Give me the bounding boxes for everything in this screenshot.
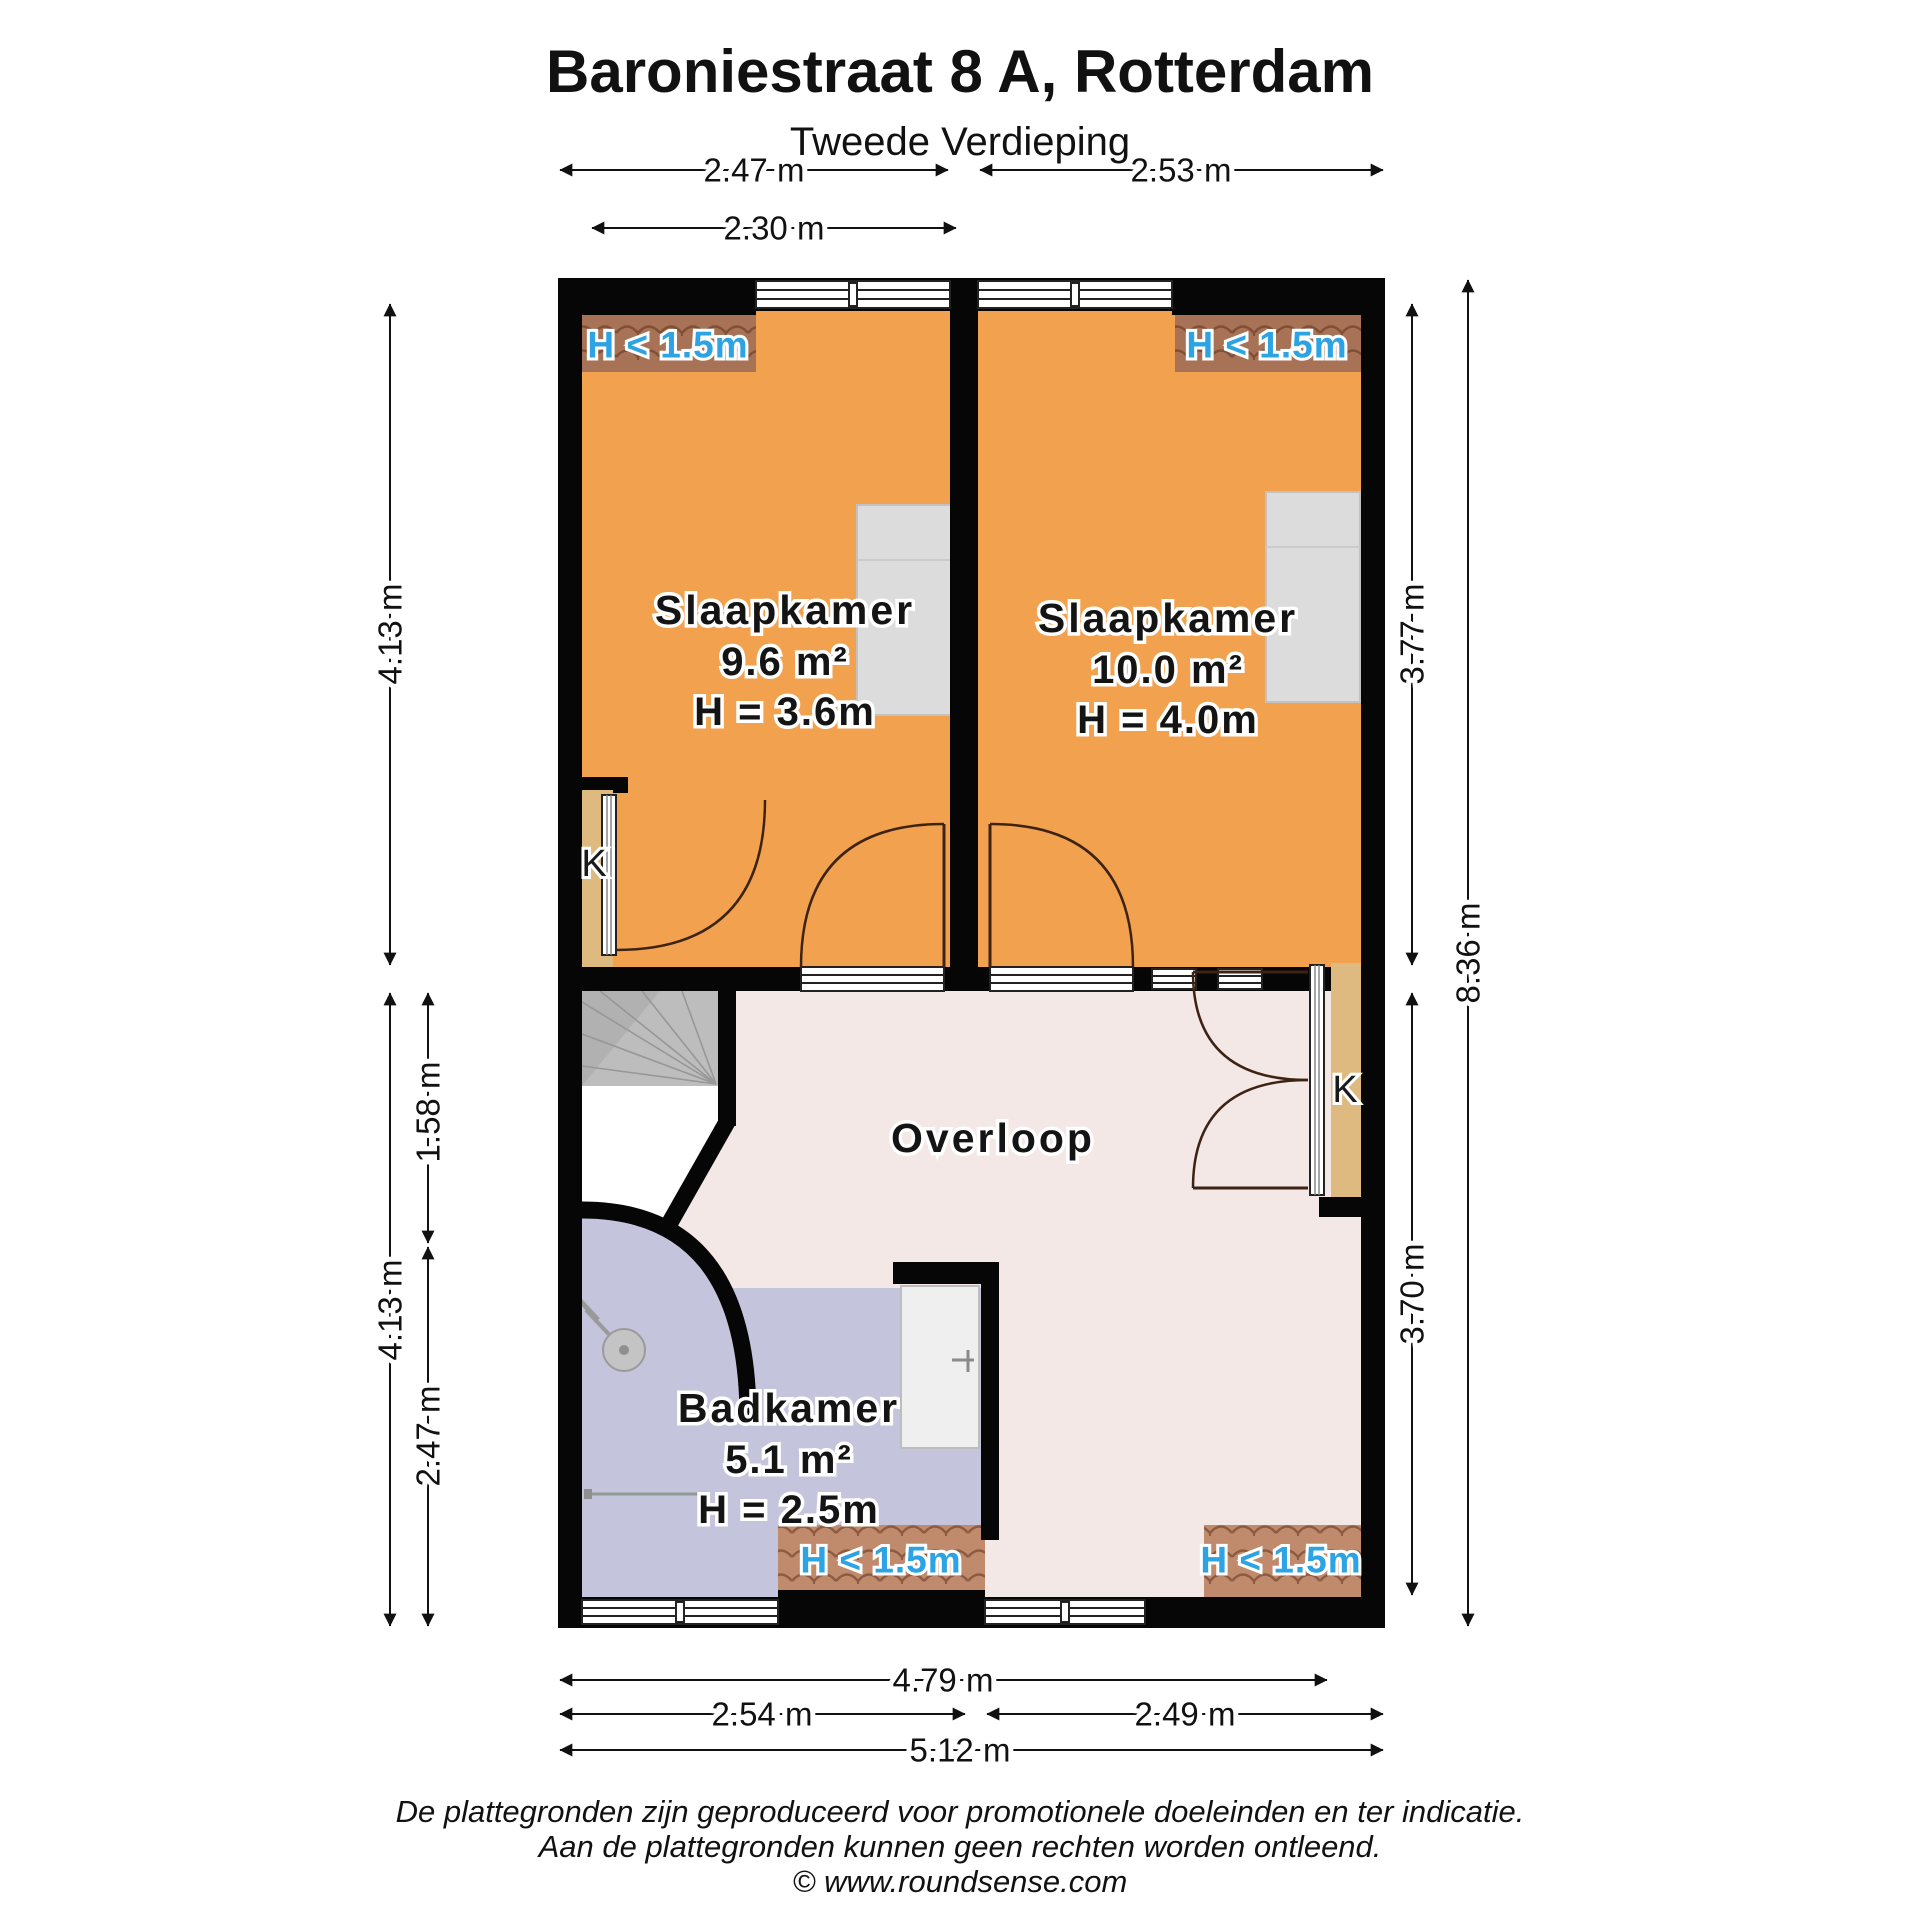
bedroom-right-ceiling: H = 4.0m: [1077, 698, 1259, 742]
dim-top-left: 2.47 m: [703, 151, 805, 189]
bedroom-left-area: 9.6 m²: [721, 640, 849, 684]
footer-copyright: © www.roundsense.com: [792, 1864, 1128, 1899]
low-clearance-top-right: H < 1.5m: [1186, 324, 1348, 366]
bedroom-left-name: Slaapkamer: [654, 587, 916, 633]
landing-name: Overloop: [891, 1115, 1095, 1161]
dim-bottom-total: 5.12 m: [909, 1731, 1011, 1769]
closet-right-label: K: [1332, 1069, 1358, 1111]
door-threshold-right: [990, 967, 1133, 991]
dim-left-bedroom: 4.13 m: [371, 583, 409, 685]
footer-disclaimer-line2: Aan de plattegronden kunnen geen rechten worden ontleend.: [538, 1829, 1382, 1864]
dim-right-bedroom: 3.77 m: [1393, 583, 1431, 685]
bathroom-name: Badkamer: [677, 1385, 901, 1431]
window-top-right: [978, 281, 1172, 308]
window-bottom-right: [985, 1600, 1145, 1624]
dim-top-window: 2.30 m: [723, 209, 825, 247]
low-clearance-bottom-center: H < 1.5m: [800, 1539, 962, 1581]
page-title: Baroniestraat 8 A, Rotterdam: [546, 38, 1374, 105]
closet-left-label: K: [581, 843, 607, 885]
staircase: [582, 991, 718, 1086]
bathroom-area: 5.1 m²: [725, 1438, 853, 1482]
dim-bottom-inner: 4.79 m: [892, 1661, 994, 1699]
dim-right-total: 8.36 m: [1449, 902, 1487, 1004]
low-clearance-bottom-right: H < 1.5m: [1200, 1539, 1362, 1581]
door-threshold-left: [801, 967, 944, 991]
page-subtitle: Tweede Verdieping: [789, 120, 1131, 164]
bathroom-ceiling: H = 2.5m: [698, 1488, 880, 1532]
dim-bottom-right: 2.49 m: [1134, 1695, 1236, 1733]
dim-left-bathroom: 2.47 m: [409, 1385, 447, 1487]
window-top-left: [756, 281, 950, 308]
footer-disclaimer-line1: De plattegronden zijn geproduceerd voor promotionele doeleinden en ter indicatie.: [395, 1794, 1525, 1829]
bedroom-right-area: 10.0 m²: [1092, 648, 1244, 692]
bathroom-sink: [901, 1286, 979, 1448]
bedroom-right-name: Slaapkamer: [1037, 595, 1299, 641]
bedroom-left-ceiling: H = 3.6m: [694, 690, 876, 734]
dim-top-right: 2.53 m: [1130, 151, 1232, 189]
dim-right-landing: 3.70 m: [1393, 1243, 1431, 1345]
low-clearance-top-left: H < 1.5m: [587, 324, 749, 366]
dim-left-lower-total: 4.13 m: [371, 1259, 409, 1361]
dim-bottom-left: 2.54 m: [711, 1695, 813, 1733]
dim-left-stairwell: 1.58 m: [409, 1061, 447, 1163]
window-bottom-left: [582, 1600, 778, 1624]
